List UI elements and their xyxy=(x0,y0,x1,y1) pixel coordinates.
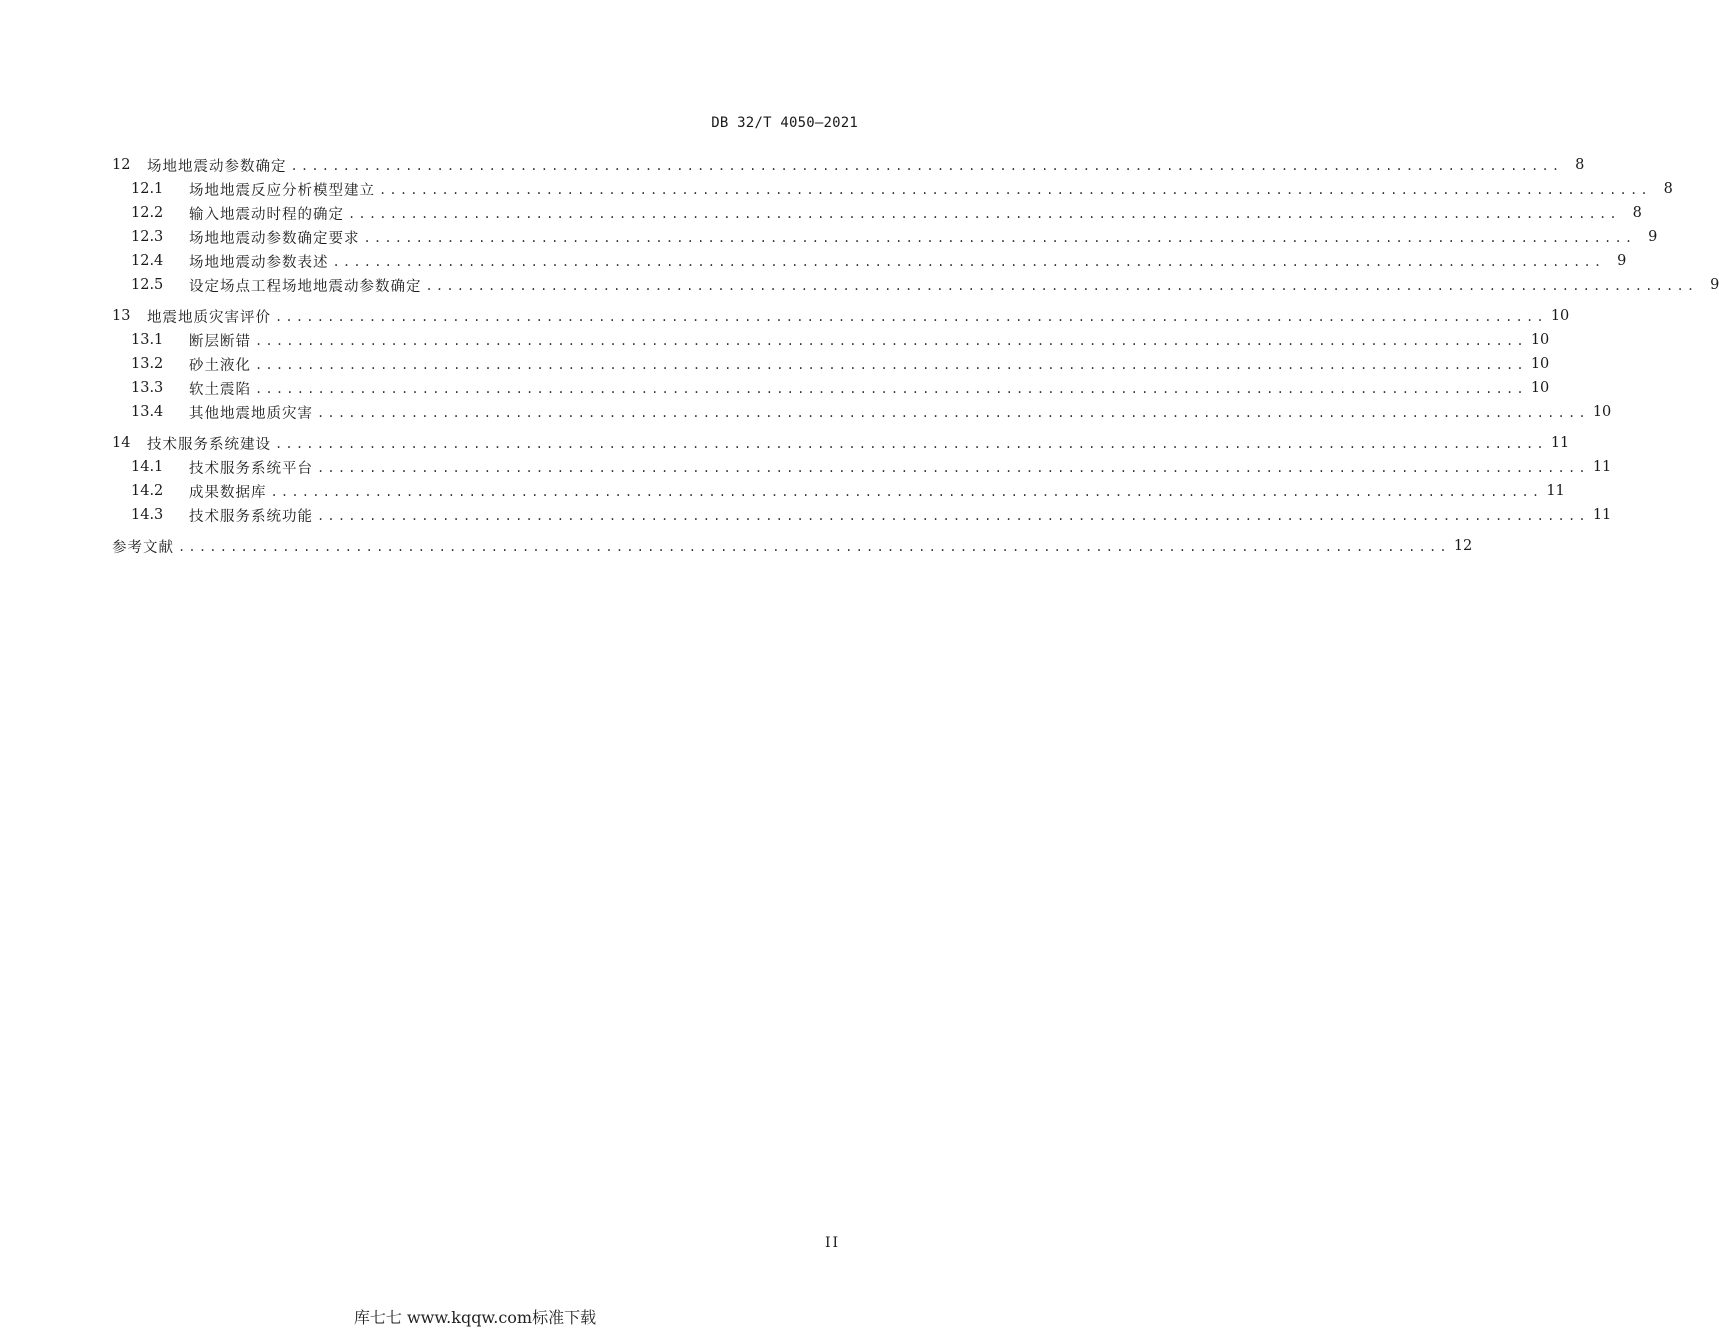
toc-entry[interactable] xyxy=(112,431,1570,455)
toc-leader-dots: .......................................................................................................................... xyxy=(363,231,1636,245)
toc-leader-dots: .......................................................................................................................... xyxy=(275,437,1547,451)
toc-entry-title: 设定场点工程场地地震动参数确定 xyxy=(189,278,422,295)
toc-entry[interactable] xyxy=(112,479,1565,503)
toc-leader-dots: .......................................................................................................................... xyxy=(178,540,1450,554)
toc-entry-title: 成果数据库 xyxy=(189,484,267,501)
toc-entry-title: 场地地震动参数确定要求 xyxy=(189,230,360,247)
toc-entry-title: 场地地震动参数确定 xyxy=(147,158,287,175)
table-of-contents xyxy=(112,153,1719,558)
toc-entry-page: 8 xyxy=(1663,181,1673,197)
toc-entry-page: 10 xyxy=(1530,356,1550,372)
toc-entry[interactable] xyxy=(112,503,1612,527)
toc-entry-number: 14.1 xyxy=(131,459,164,475)
toc-entry[interactable] xyxy=(112,376,1550,400)
toc-leader-dots: .......................................................................................................................... xyxy=(317,509,1589,523)
toc-entry-title: 砂土液化 xyxy=(189,357,251,374)
toc-entry-number: 13.1 xyxy=(131,332,164,348)
document-code: DB 32/T 4050—2021 xyxy=(711,115,858,131)
toc-entry-page: 12 xyxy=(1453,538,1473,554)
toc-entry-number: 12.3 xyxy=(131,229,164,245)
toc-entry-page: 10 xyxy=(1530,332,1550,348)
toc-entry-title: 技术服务系统建设 xyxy=(147,436,271,453)
toc-entry-title: 参考文献 xyxy=(112,539,174,556)
toc-leader-dots: .......................................................................................................................... xyxy=(290,159,1563,173)
toc-entry-number: 12.4 xyxy=(131,253,164,269)
toc-entry-references[interactable] xyxy=(112,534,1473,558)
toc-leader-dots: .......................................................................................................................... xyxy=(255,382,1527,396)
toc-entry-page: 9 xyxy=(1648,229,1658,245)
toc-entry-number: 13.2 xyxy=(131,356,164,372)
toc-entry[interactable] xyxy=(112,249,1627,273)
toc-entry-title: 场地地震动参数表述 xyxy=(189,254,329,271)
toc-entry-title: 技术服务系统平台 xyxy=(189,460,313,477)
toc-entry-number: 12.5 xyxy=(131,277,164,293)
toc-entry-number: 12 xyxy=(112,157,131,173)
toc-entry-title: 输入地震动时程的确定 xyxy=(189,206,344,223)
footer-watermark: 库七七 www.kqqw.com标准下载 xyxy=(353,1308,597,1327)
toc-entry-page: 10 xyxy=(1550,308,1570,324)
toc-entry-number: 13.4 xyxy=(131,404,164,420)
toc-entry-page: 9 xyxy=(1710,277,1719,293)
toc-entry[interactable] xyxy=(112,177,1673,201)
toc-entry[interactable] xyxy=(112,153,1585,177)
toc-leader-dots: .......................................................................................................................... xyxy=(379,183,1651,197)
page-number: II xyxy=(824,1235,840,1251)
toc-entry-title: 断层断错 xyxy=(189,333,251,350)
toc-entry[interactable] xyxy=(112,273,1719,297)
toc-leader-dots: .......................................................................................................................... xyxy=(275,310,1547,324)
toc-entry[interactable] xyxy=(112,400,1612,424)
toc-leader-dots: .......................................................................................................................... xyxy=(425,279,1698,293)
toc-entry-title: 地震地质灾害评价 xyxy=(147,309,271,326)
toc-entry-page: 10 xyxy=(1530,380,1550,396)
toc-entry[interactable] xyxy=(112,328,1550,352)
toc-entry-page: 11 xyxy=(1592,459,1612,475)
toc-entry[interactable] xyxy=(112,225,1658,249)
toc-entry-page: 9 xyxy=(1617,253,1627,269)
toc-entry-number: 14.2 xyxy=(131,483,164,499)
toc-entry-page: 8 xyxy=(1632,205,1642,221)
toc-entry-page: 8 xyxy=(1575,157,1585,173)
toc-leader-dots: .......................................................................................................................... xyxy=(270,485,1543,499)
toc-entry-title: 场地地震反应分析模型建立 xyxy=(189,182,375,199)
toc-entry[interactable] xyxy=(112,455,1612,479)
toc-leader-dots: .......................................................................................................................... xyxy=(317,461,1589,475)
toc-entry-title: 其他地震地质灾害 xyxy=(189,405,313,422)
toc-entry-page: 10 xyxy=(1592,404,1612,420)
toc-entry-number: 12.2 xyxy=(131,205,164,221)
toc-leader-dots: .......................................................................................................................... xyxy=(332,255,1605,269)
toc-entry[interactable] xyxy=(112,304,1570,328)
toc-entry-page: 11 xyxy=(1546,483,1565,499)
toc-entry[interactable] xyxy=(112,201,1642,225)
toc-entry-number: 13 xyxy=(112,308,131,324)
toc-entry-number: 12.1 xyxy=(131,181,164,197)
toc-leader-dots: .......................................................................................................................... xyxy=(348,207,1620,221)
toc-leader-dots: .......................................................................................................................... xyxy=(255,358,1527,372)
toc-leader-dots: .......................................................................................................................... xyxy=(317,406,1589,420)
toc-leader-dots: .......................................................................................................................... xyxy=(255,334,1527,348)
toc-entry[interactable] xyxy=(112,352,1550,376)
toc-entry-number: 13.3 xyxy=(131,380,164,396)
toc-entry-title: 技术服务系统功能 xyxy=(189,508,313,525)
toc-entry-title: 软土震陷 xyxy=(189,381,251,398)
toc-entry-page: 11 xyxy=(1592,507,1612,523)
toc-entry-number: 14 xyxy=(112,435,131,451)
toc-entry-page: 11 xyxy=(1550,435,1570,451)
toc-entry-number: 14.3 xyxy=(131,507,164,523)
